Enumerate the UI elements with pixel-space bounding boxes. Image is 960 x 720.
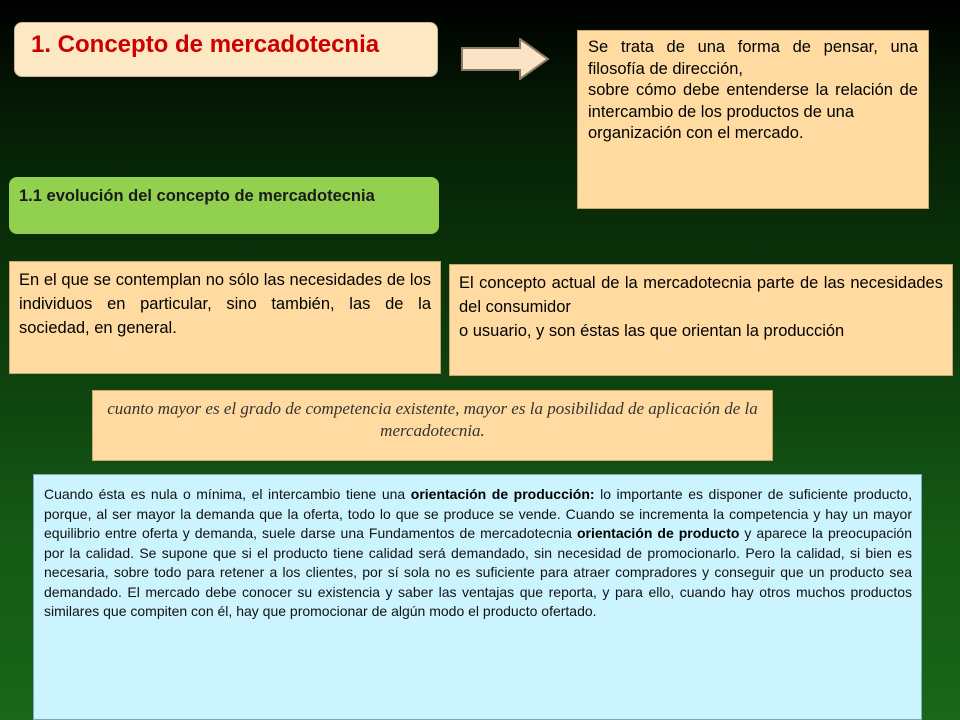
competition-quote — [92, 390, 773, 461]
body-text-1: Cuando ésta es nula o mínima, el intercambio tiene una — [44, 486, 411, 502]
definition-line-3: organización con el mercado. — [588, 124, 804, 142]
current-concept-line-1: El concepto actual de la mercadotecnia parte de las necesidades del consumidor — [459, 274, 943, 316]
current-concept-line-2: o usuario, y son éstas las que orientan la producción — [459, 322, 845, 340]
quote-text: cuanto mayor es el grado de competencia existente, mayor es la posibilidad de aplicación de la mercadotecnia. — [107, 399, 758, 440]
title-box — [14, 22, 438, 77]
slide-title: 1. Concepto de mercadotecnia — [31, 31, 380, 58]
current-concept-callout — [449, 264, 953, 376]
definition-callout — [577, 30, 929, 209]
definition-line-2: sobre cómo debe entenderse la relación de intercambio de los productos de una — [588, 81, 918, 121]
right-arrow-icon — [460, 38, 550, 80]
society-needs-text: En el que se contemplan no sólo las necesidades de los individuos en particular, sino también, las de la sociedad, en general. — [19, 271, 431, 337]
body-bold-product: orientación de producto — [576, 525, 740, 541]
society-needs-callout — [9, 261, 441, 374]
orientation-paragraph — [33, 474, 922, 720]
body-text-2: lo importante es disponer de suficiente producto, porque, al ser mayor la demanda que la oferta, todo lo que se produce se vende. Cuando se incrementa la competencia y hay un mayor equilibrio entre oferta y demanda, suele darse una Fundamentos de mercadotecnia — [44, 486, 912, 541]
body-bold-production: orientación de producción: — [410, 486, 595, 502]
body-text-3: y aparece la preocupación por la calidad. Se supone que si el producto tiene calidad será demandado, sin necesidad de promocionarlo. Pero la calidad, si bien es necesaria, sobre todo para retener a los clientes, por sí sola no es suficiente para atraer compradores y conseguir que un producto sea demandado. El mercado debe conocer su existencia y saber las ventajas que reporta, y para ello, cuando hay otros muchos productos similares que compiten con él, hay que promocionar de algún modo el producto ofertado. — [44, 525, 913, 619]
subtitle-box — [9, 177, 439, 234]
definition-line-1: Se trata de una forma de pensar, una filosofía de dirección, — [588, 38, 918, 78]
subtitle-text: 1.1 evolución del concepto de mercadotecnia — [19, 187, 375, 205]
